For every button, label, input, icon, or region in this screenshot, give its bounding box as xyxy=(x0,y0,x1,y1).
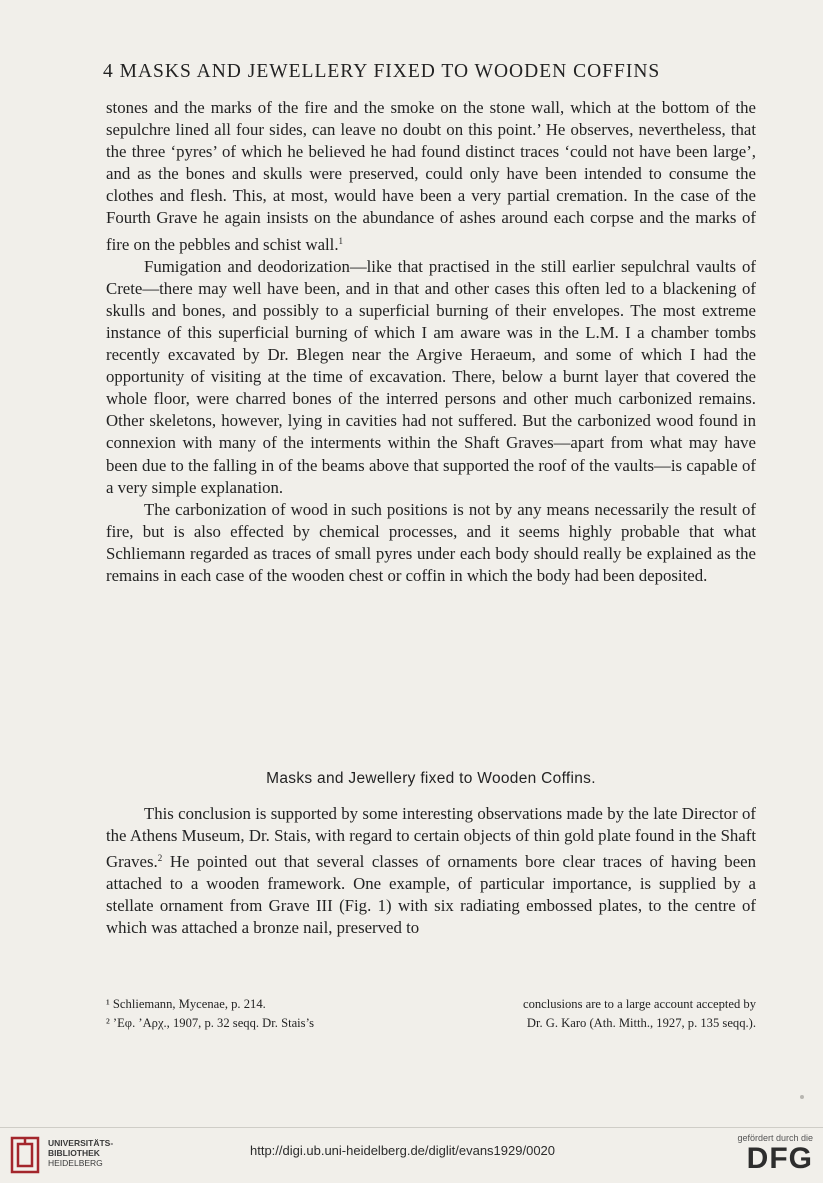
footnote-row xyxy=(106,995,756,1014)
body-text-upper xyxy=(106,97,756,587)
paragraph xyxy=(106,97,756,256)
library-logo[interactable] xyxy=(10,1136,160,1176)
paragraph: Fumigation and deodorization—like that practised in the still earlier sepulchral vaults of Crete—there may well have been, and in that and other cases this often led to a blackening of skulls and bones, and possibly to a superficial burning of their envelopes. The most extreme instance of this superficial burning of which I am aware was in the L.M. I a chamber tombs recently excavated by Dr. Blegen near the Argive Heraeum, and some of which I had the opportunity of visiting at the time of excavation. There, below a burnt layer that covered the whole floor, were charred bones of the interred persons and other much carbonized remains. Other skeletons, however, lying in cavities had not suffered. But the carbonized wood found in connexion with many of the interments within the Shaft Graves—apart from what may have been due to the falling in of the beams above that supported the roof of the vaults—is capable of a very simple explanation. xyxy=(106,256,756,497)
paragraph xyxy=(106,803,756,940)
section-heading: Masks and Jewellery fixed to Wooden Coffins. xyxy=(266,770,596,787)
library-name-line: UNIVERSITÄTS- xyxy=(48,1138,114,1148)
footnote-row xyxy=(106,1014,756,1033)
footnote-left: ¹ Schliemann, Mycenae, p. 214. xyxy=(106,997,266,1011)
paragraph: The carbonization of wood in such positions is not by any means necessarily the result of fire, but is also effected by chemical processes, and it seems highly probable that what Schliemann regarded as traces of small pyres under each body should really be explained as the remains in each case of the wooden chest or coffin in which the body had been deposited. xyxy=(106,499,756,585)
library-emblem-icon xyxy=(10,1136,40,1174)
dfg-logo: DFG xyxy=(746,1142,813,1175)
footnote-marker: 1 xyxy=(338,235,344,246)
footnotes xyxy=(106,995,756,1033)
paragraph-text: He pointed out that several classes of ornaments bore clear traces of having been attached to a wooden framework. One example, of particular importance, is supplied by a stellate ornament from Grave III (Fig. 1) with six radiating embossed plates, to the centre of which was attached a bronze nail, preserved to xyxy=(106,852,756,938)
funder-caption: gefördert durch die xyxy=(737,1133,813,1143)
funder-logo xyxy=(737,1133,813,1175)
library-name xyxy=(48,1138,113,1168)
permalink-url[interactable]: http://digi.ub.uni-heidelberg.de/diglit/evans1929/0020 xyxy=(250,1143,556,1158)
footnote-marker: 2 xyxy=(157,853,163,864)
footnote-right: conclusions are to a large account accepted by xyxy=(523,997,756,1011)
library-name-line: BIBLIOTHEK xyxy=(48,1148,100,1158)
footer-divider xyxy=(0,1127,823,1128)
scan-speck xyxy=(800,1095,804,1099)
paragraph-text: stones and the marks of the fire and the smoke on the stone wall, which at the bottom of the sepulchre lined all four sides, can leave no doubt on this point.’ He observes, nevertheless, that the three ‘pyres’ of which he believed he had found distinct traces ‘could not have been large’, and as the bones and skulls were preserved, could only have been intended to consume the clothes and flesh. This, at most, would have been a very partial cremation. In the case of the Fourth Grave he again insists on the abundance of ashes around each corpse and the marks of fire on the pebbles and schist wall. xyxy=(106,98,756,254)
footnote-right: Dr. G. Karo (Ath. Mitth., 1927, p. 135 seqq.). xyxy=(526,1016,756,1030)
paragraph-text: This conclusion is supported by some interesting observations made by the late Director of the Athens Museum, Dr. Stais, with regard to certain objects of thin gold plate found in the Shaft Graves. xyxy=(106,804,756,872)
library-name-line: HEIDELBERG xyxy=(48,1158,103,1168)
body-text-lower xyxy=(106,803,756,940)
running-head: 4 MASKS AND JEWELLERY FIXED TO WOODEN COFFINS xyxy=(103,61,661,82)
footnote-left: ² ’Εφ. ’Αρχ., 1907, p. 32 seqq. Dr. Stais’s xyxy=(106,1016,314,1030)
